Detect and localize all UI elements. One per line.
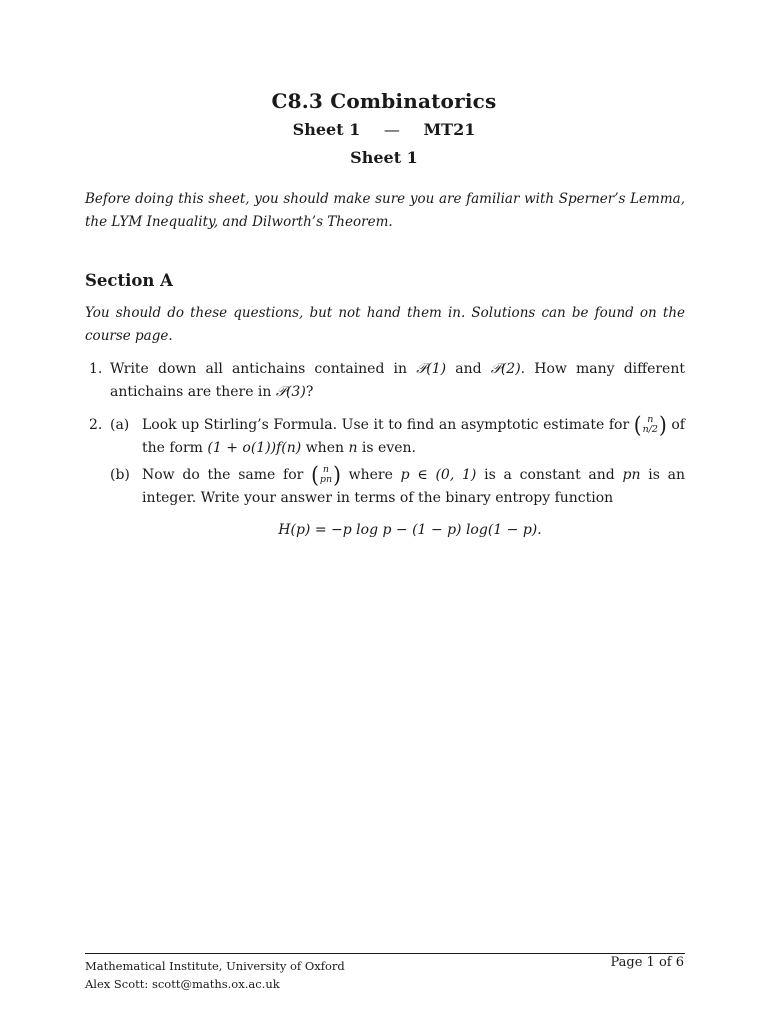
- part-text: [142, 461, 685, 510]
- document-title: C8.3 Combinatorics: [271, 89, 497, 113]
- question-number: 1.: [89, 361, 103, 377]
- binom-top: n: [322, 464, 330, 475]
- part-label: (b): [110, 467, 130, 483]
- question-body: [110, 411, 685, 510]
- part-text: [142, 411, 685, 460]
- q2b-var-pn: pn: [622, 467, 641, 483]
- footer-left: [85, 957, 345, 993]
- binomial-n-choose-pn: [311, 461, 341, 489]
- entropy-equation-text: H(p) = −p log p − (1 − p) log(1 − p).: [278, 522, 542, 538]
- subtitle-separator: —: [383, 120, 400, 139]
- entropy-equation: [0, 522, 768, 538]
- q2a-text-2: of the form: [142, 417, 685, 456]
- sheet-label: Sheet 1: [292, 120, 361, 139]
- section-a-instructions: You should do these questions, but not hand them in. Solutions can be found on the course page.: [85, 305, 685, 344]
- q2b-text-4: is an integer. Write your answer in terms of the binary entropy function: [142, 467, 685, 506]
- question-2-part-a: [110, 411, 685, 460]
- binom-stack: [643, 415, 658, 435]
- page-number: Page 1 of 6: [610, 955, 684, 970]
- question-2-part-b: [110, 461, 685, 510]
- q2a-var-n: n: [348, 440, 358, 456]
- binom-bottom: pn: [319, 474, 333, 485]
- binom-stack: [320, 465, 332, 485]
- binom-close-paren: ): [658, 411, 667, 439]
- q2a-formula: (1 + o(1))f(n): [207, 440, 302, 456]
- sheet-label-secondary: Sheet 1: [350, 148, 418, 167]
- intro-paragraph: Before doing this sheet, you should make sure you are familiar with Sperner’s Lemma, the LYM Inequality, and Dilworth’s Theorem.: [85, 191, 685, 230]
- footer-institution: Mathematical Institute, University of Oxford: [85, 959, 345, 973]
- q1-text-4: ?: [305, 384, 314, 400]
- q1-text-1: Write down all antichains contained in: [110, 361, 417, 377]
- q1-powerset-1: 𝒫(1): [416, 361, 447, 377]
- part-label: (a): [110, 417, 130, 433]
- binom-open-paren: (: [633, 411, 642, 439]
- binom-top: n: [647, 414, 654, 425]
- q1-powerset-2: 𝒫(2): [490, 361, 521, 377]
- q1-text-2: and: [446, 361, 491, 377]
- q2b-text-2: where: [340, 467, 401, 483]
- question-2: [85, 411, 685, 510]
- footer-author: Alex Scott: scott@maths.ox.ac.uk: [85, 977, 280, 991]
- binom-close-paren: ): [333, 461, 341, 489]
- section-a-heading: Section A: [85, 271, 173, 290]
- q2a-text-4: is even.: [357, 440, 416, 456]
- q2b-text-3: is a constant and: [476, 467, 623, 483]
- binom-bottom: n/2: [642, 424, 658, 435]
- footer-divider: [85, 953, 685, 954]
- q1-text-3: . How many different antichains are there in: [110, 361, 685, 400]
- q2a-text-1: Look up Stirling’s Formula. Use it to find an asymptotic estimate for: [142, 417, 634, 433]
- question-number: 2.: [89, 417, 103, 433]
- question-body: [110, 358, 685, 404]
- binom-open-paren: (: [311, 461, 319, 489]
- q2b-condition: p ∈ (0, 1): [400, 467, 477, 483]
- document-subtitle: [0, 120, 768, 139]
- q2b-text-1: Now do the same for: [142, 467, 312, 483]
- q1-powerset-3: 𝒫(3): [275, 384, 306, 400]
- q2a-text-3: when: [301, 440, 349, 456]
- term-label: MT21: [423, 120, 476, 139]
- binomial-n-choose-n-half: [633, 411, 667, 439]
- question-1: [85, 358, 685, 404]
